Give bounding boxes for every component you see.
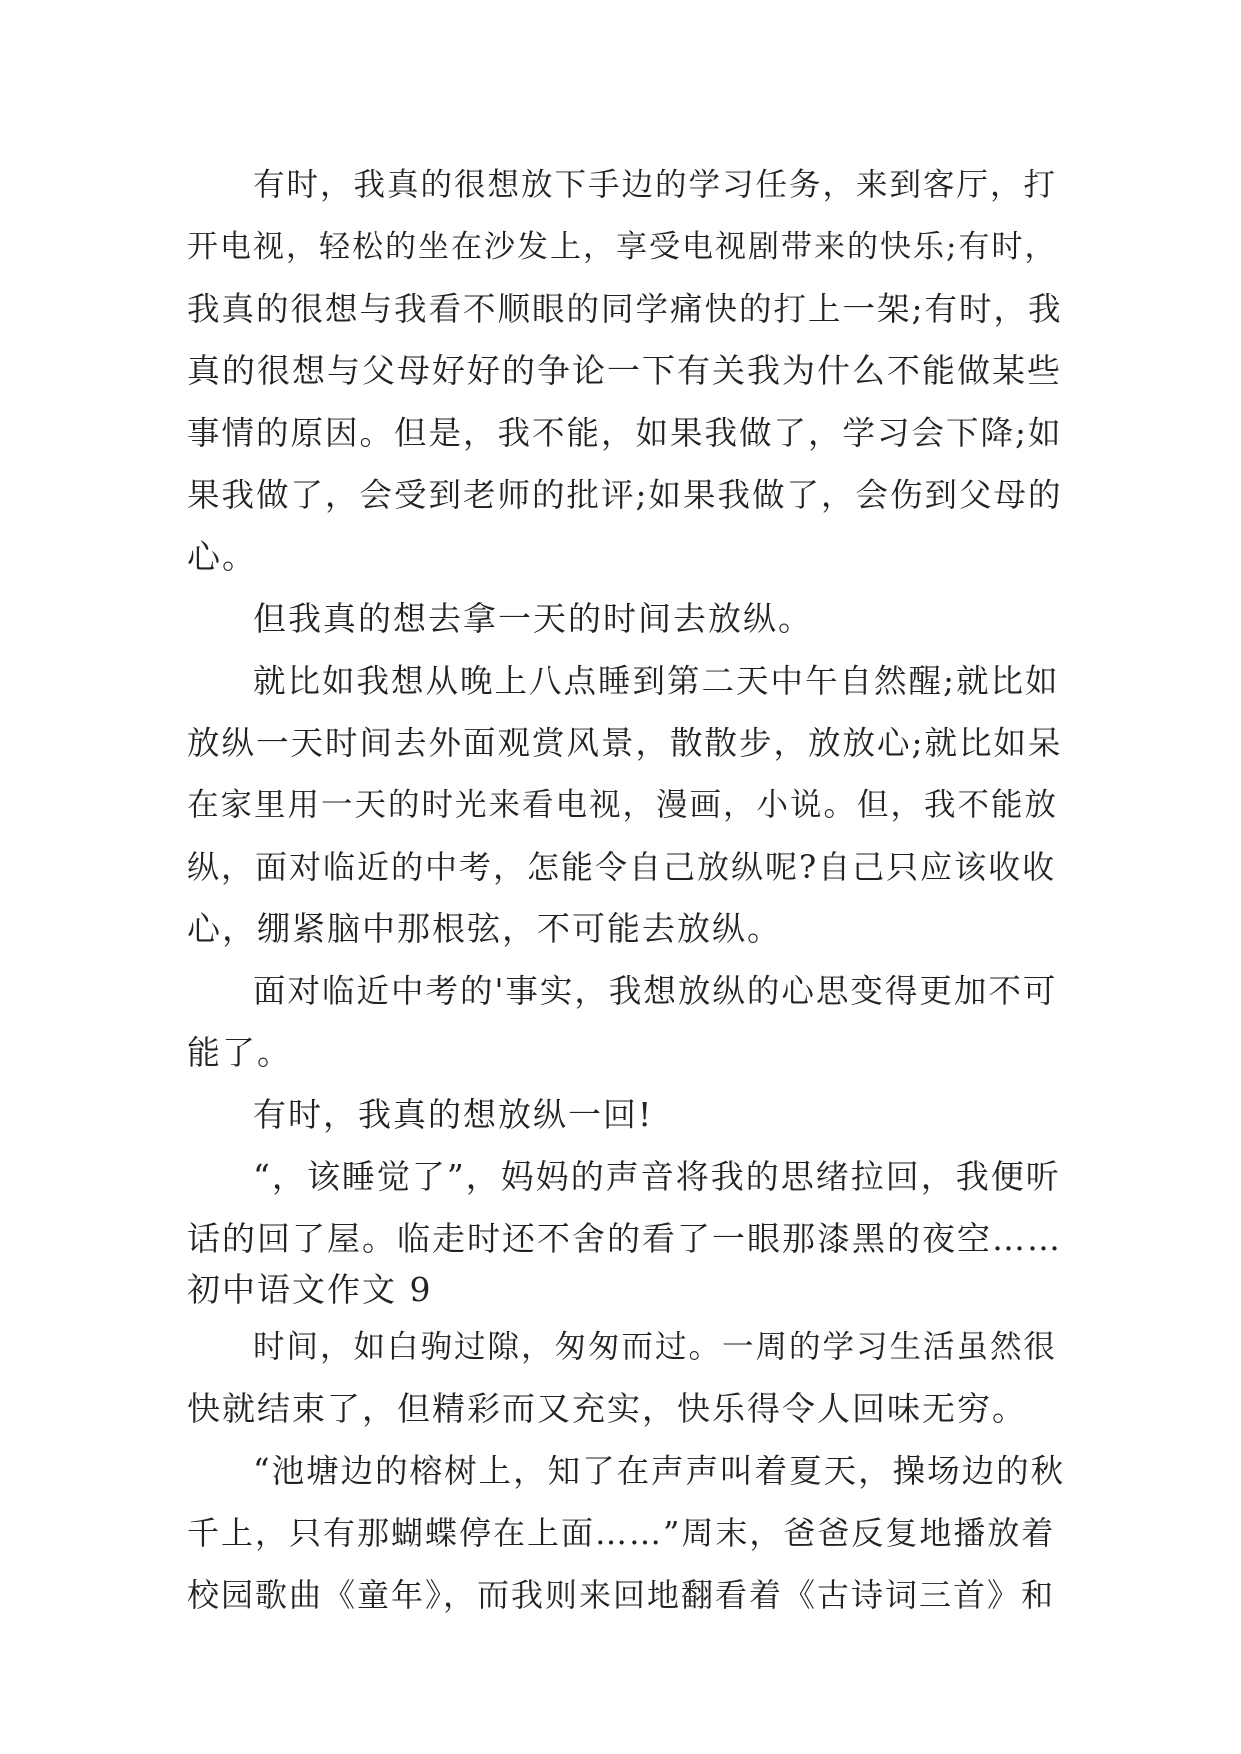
- text-line: 有时，我真的很想放下手边的学习任务，来到客厅，打: [253, 167, 1058, 203]
- text-line: 果我做了，会受到老师的批评;如果我做了，会伤到父母的: [187, 476, 1063, 514]
- text-line: 心，绷紧脑中那根弦，不可能去放纵。: [187, 909, 782, 948]
- text-line: 放纵一天时间去外面观赏风景，散散步，放放心;就比如呆: [187, 724, 1063, 762]
- text-line: 心。: [187, 537, 257, 576]
- text-line: 事情的原因。但是，我不能，如果我做了，学习会下降;如: [187, 414, 1063, 452]
- text-line: 能了。: [187, 1033, 292, 1072]
- text-line: 在家里用一天的时光来看电视，漫画，小说。但，我不能放: [187, 787, 1059, 823]
- text-line: 就比如我想从晚上八点睡到第二天中午自然醒;就比如: [253, 662, 1060, 700]
- text-line: 有时，我真的想放纵一回!: [253, 1095, 654, 1134]
- text-line: 快就结束了，但精彩而又充实，快乐得令人回味无穷。: [187, 1389, 1027, 1428]
- text-line: 时间，如白驹过隙，匆匆而过。一周的学习生活虽然很: [253, 1329, 1058, 1365]
- text-line: 我真的很想与我看不顺眼的同学痛快的打上一架;有时，我: [187, 290, 1063, 328]
- text-line: 千上，只有那蝴蝶停在上面……”周末，爸爸反复地播放着: [187, 1514, 1056, 1552]
- text-line: 话的回了屋。临走时还不舍的看了一眼那漆黑的夜空……: [187, 1219, 1062, 1258]
- text-line: 纵，面对临近的中考，怎能令自己放纵呢?自己只应该收收: [187, 848, 1057, 886]
- text-line: 开电视，轻松的坐在沙发上，享受电视剧带来的快乐;有时，: [187, 229, 1058, 265]
- text-line: 校园歌曲《童年》，而我则来回地翻看着《古诗词三首》和: [187, 1576, 1056, 1614]
- text-line: “池塘边的榕树上，知了在声声叫着夏天，操场边的秋: [253, 1452, 1066, 1490]
- document-body: [187, 154, 1067, 1626]
- text-line: 面对临近中考的'事实，我想放纵的心思变得更加不可: [253, 972, 1058, 1010]
- text-line: 真的很想与父母好好的争论一下有关我为什么不能做某些: [187, 351, 1062, 390]
- text-line: “，该睡觉了”，妈妈的声音将我的思绪拉回，我便听: [253, 1157, 1061, 1196]
- text-line: 但我真的想去拿一天的时间去放纵。: [253, 599, 813, 638]
- section-heading: 初中语文作文 9: [187, 1270, 433, 1309]
